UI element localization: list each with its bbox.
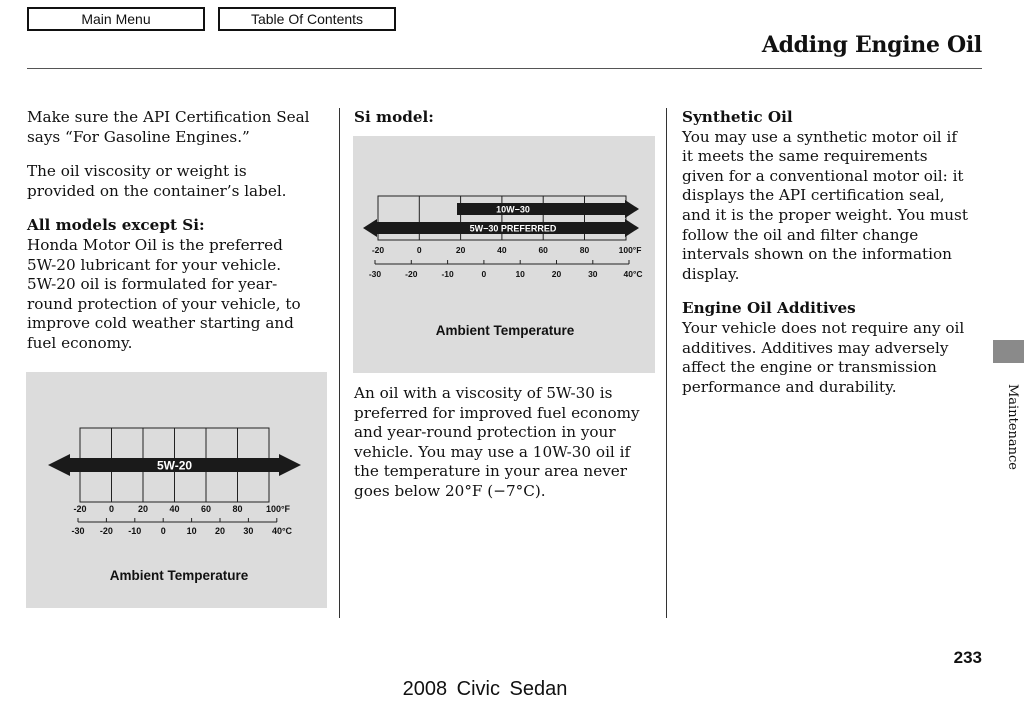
text-line: additives. Additives may adversely	[682, 338, 949, 357]
tick-label: -20	[405, 269, 418, 279]
section-tab-label: Maintenance	[1005, 384, 1020, 470]
synthetic-oil-section	[682, 108, 987, 284]
tick-label: -20	[99, 526, 113, 536]
tick-label: 20	[137, 504, 149, 514]
oil-additives-heading: Engine Oil Additives	[682, 299, 856, 318]
tick-label: -30	[368, 269, 382, 279]
text-line: affect the engine or transmission	[682, 358, 937, 377]
text-line: the temperature in your area never	[354, 462, 628, 481]
text-line: goes below 20°F (−7°C).	[354, 481, 546, 500]
celsius-axis	[375, 260, 629, 264]
si-chart-svg	[353, 136, 655, 373]
bar1-label: 10W−30	[496, 204, 530, 215]
text-line: 5W-20 oil is formulated for year-	[27, 275, 278, 294]
text-line: round protection of your vehicle, to	[27, 294, 301, 313]
tick-label: 30	[243, 526, 254, 536]
si-paragraph	[354, 384, 659, 517]
tick-label: -10	[441, 269, 454, 279]
all-models-section	[27, 216, 332, 353]
table-of-contents-button[interactable]: Table Of Contents	[218, 7, 396, 31]
tick-label: -10	[128, 526, 142, 536]
tick-label: 100°F	[265, 504, 291, 514]
tick-label: 20	[455, 245, 466, 255]
text-line: follow the oil and filter change	[682, 225, 919, 244]
chart-caption: Ambient Temperature	[109, 568, 249, 583]
tick-label: 20	[551, 269, 562, 279]
tick-label: 10	[515, 269, 525, 279]
text-line: fuel economy.	[27, 333, 133, 352]
text-line: Your vehicle does not require any oil	[682, 318, 965, 337]
column-divider	[339, 108, 340, 618]
header-rule	[27, 68, 982, 69]
viscosity-chart-all-models	[26, 372, 327, 608]
text-line: says “For Gasoline Engines.”	[27, 127, 250, 146]
text-line: The oil viscosity or weight is	[27, 162, 247, 181]
celsius-axis	[78, 518, 277, 522]
viscosity-chart-svg	[26, 372, 327, 608]
text-line: improve cold weather starting and	[27, 314, 294, 333]
arrow-label: 5W-20	[156, 458, 193, 473]
text-line: provided on the container’s label.	[27, 181, 287, 200]
tick-label: 60	[200, 504, 212, 514]
page-number: 233	[953, 648, 982, 667]
text-line: preferred for improved fuel economy	[354, 403, 640, 422]
tick-label: 20	[214, 526, 226, 536]
text-line: display.	[682, 264, 740, 283]
tick-label: -30	[71, 526, 85, 536]
tick-label: 60	[538, 245, 548, 255]
tick-label: 40	[169, 504, 180, 514]
all-models-heading: All models except Si:	[27, 216, 205, 235]
text-line: and it is the proper weight. You must	[682, 205, 968, 224]
text-line: vehicle. You may use a 10W-30 oil if	[354, 442, 631, 461]
tick-label: 40°C	[623, 269, 643, 279]
footer-model-name: 2008 Civic Sedan	[402, 678, 568, 700]
celsius-ticks	[71, 526, 292, 536]
tick-label: -20	[371, 245, 385, 255]
bar2-label: 5W−30 PREFERRED	[469, 223, 557, 234]
middle-heading-block	[354, 108, 659, 128]
text-line: and year-round protection in your	[354, 423, 616, 442]
api-seal-paragraph	[27, 108, 332, 147]
text-line: 5W-20 lubricant for your vehicle.	[27, 255, 282, 274]
viscosity-paragraph	[27, 162, 332, 201]
text-line: it meets the same requirements	[682, 147, 928, 166]
chart-caption: Ambient Temperature	[435, 323, 575, 338]
tick-label: 0	[416, 245, 422, 255]
tick-label: 0	[108, 504, 115, 514]
si-viscosity-paragraph	[354, 384, 659, 502]
tick-label: -20	[73, 504, 87, 514]
oil-additives-section	[682, 299, 987, 397]
tick-label: 80	[232, 504, 243, 514]
tick-label: 0	[160, 526, 166, 536]
text-line: performance and durability.	[682, 377, 897, 396]
tick-label: 80	[579, 245, 590, 255]
text-line: Make sure the API Certification Seal	[27, 108, 310, 126]
main-menu-button[interactable]: Main Menu	[27, 7, 205, 31]
column-divider	[666, 108, 667, 618]
left-column	[27, 108, 332, 369]
page-title: Adding Engine Oil	[761, 32, 982, 58]
text-line: An oil with a viscosity of 5W-30 is	[354, 384, 613, 402]
section-tab-marker	[993, 340, 1024, 363]
fahrenheit-ticks	[73, 504, 290, 514]
tick-label: 30	[588, 269, 598, 279]
tick-label: 40°C	[271, 526, 293, 536]
si-model-heading: Si model:	[354, 108, 434, 126]
synthetic-oil-heading: Synthetic Oil	[682, 108, 793, 126]
range-arrow-10w30	[457, 200, 639, 218]
text-line: You may use a synthetic motor oil if	[682, 127, 957, 146]
text-line: Honda Motor Oil is the preferred	[27, 235, 283, 254]
tick-label: 10	[186, 526, 197, 536]
text-line: given for a conventional motor oil: it	[682, 166, 964, 185]
viscosity-chart-si	[353, 136, 655, 373]
celsius-ticks	[369, 269, 643, 279]
tick-label: 100°F	[618, 245, 642, 255]
text-line: displays the API certification seal,	[682, 186, 945, 205]
text-line: intervals shown on the information	[682, 245, 952, 264]
tick-label: 40	[497, 245, 507, 255]
right-column	[682, 108, 987, 412]
fahrenheit-ticks	[372, 245, 642, 255]
tick-label: 0	[481, 269, 487, 279]
